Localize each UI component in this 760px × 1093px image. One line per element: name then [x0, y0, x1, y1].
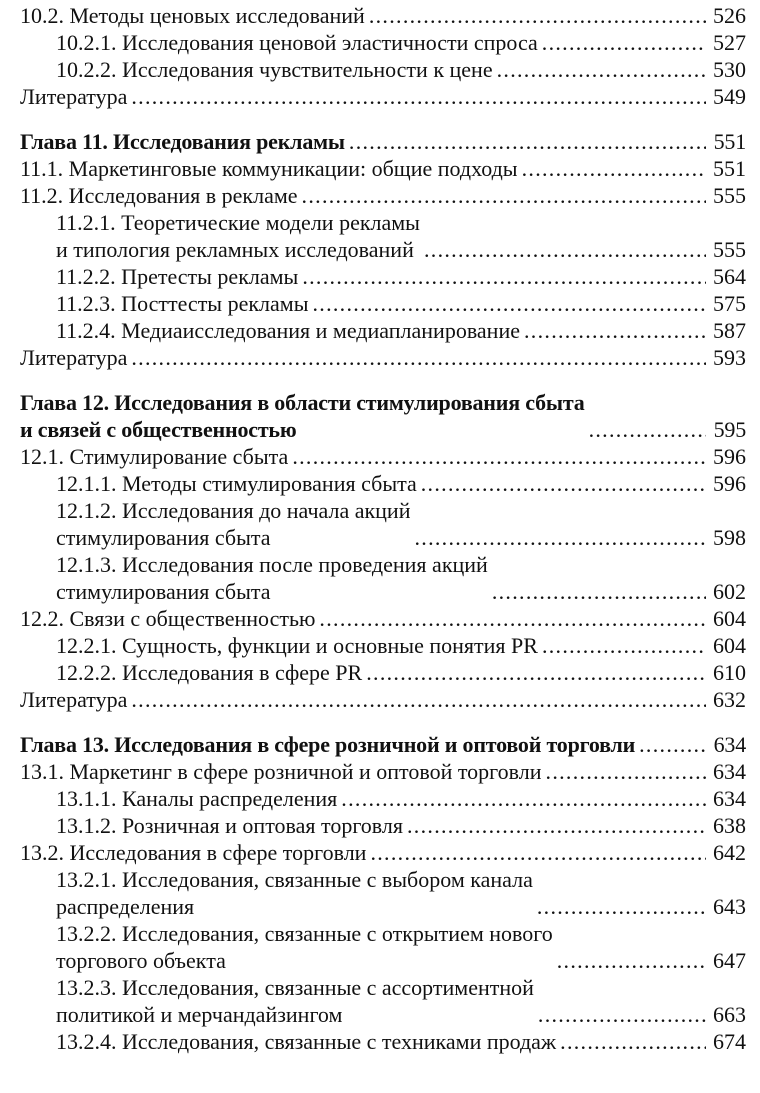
toc-entry-title-line: распределения: [56, 894, 195, 919]
toc-page-number: 526: [713, 3, 746, 28]
toc-dot-leader: [312, 290, 706, 317]
toc-entry-title: [56, 209, 420, 263]
toc-dot-leader: [542, 632, 706, 659]
toc-entry-title-line: 10.2.1. Исследования ценовой эластичности спроса: [56, 30, 538, 55]
toc-subsection-entry: [20, 551, 746, 605]
toc-subsection-entry: [20, 785, 746, 812]
toc-entry-title-line: 11.2. Исследования в рекламе: [20, 183, 298, 208]
toc-subsection-entry: [20, 470, 746, 497]
toc-dot-leader: [302, 182, 706, 209]
toc-dot-leader: [421, 470, 706, 497]
toc-entry-title: [56, 632, 538, 659]
toc-page-number: 596: [713, 471, 746, 496]
toc-page-number: 527: [713, 30, 746, 55]
toc-entry-title-line: 12.1.2. Исследования до начала акций: [56, 498, 411, 523]
toc-entry-title: [56, 56, 493, 83]
toc-dot-leader: [302, 263, 706, 290]
toc-subsection-entry: [20, 56, 746, 83]
toc-page-number: 647: [713, 948, 746, 973]
toc-dot-leader: [492, 578, 706, 605]
toc-dot-leader: [414, 524, 706, 551]
toc-page-number: 551: [713, 129, 746, 154]
toc-dot-leader: [546, 758, 706, 785]
toc-entry-title: [20, 128, 345, 155]
toc-subsection-entry: [20, 632, 746, 659]
toc-entry-title: [20, 182, 298, 209]
toc-section-entry: [20, 155, 746, 182]
toc-chapter-entry: [20, 128, 746, 155]
toc-page-number: 604: [713, 606, 746, 631]
toc-section-entry: [20, 605, 746, 632]
toc-entry-title-line: и типология рекламных исследований: [56, 237, 414, 262]
toc-subsection-entry: [20, 263, 746, 290]
toc-dot-leader: [407, 812, 706, 839]
toc-entry-title-line: торгового объекта: [56, 948, 226, 973]
toc-entry-title-line: Глава 11. Исследования рекламы: [20, 129, 345, 154]
toc-section-entry: [20, 2, 746, 29]
toc-page-number: 596: [713, 444, 746, 469]
toc-page-number: 564: [713, 264, 746, 289]
toc-entry-title-line: 13.2.3. Исследования, связанные с ассортиментной: [56, 975, 534, 1000]
toc-page-number: 587: [713, 318, 746, 343]
toc-entry-title: [20, 155, 518, 182]
toc-entry-title-line: 12.1.3. Исследования после проведения акций: [56, 552, 488, 577]
toc-dot-leader: [522, 155, 706, 182]
toc-page-number: 575: [713, 291, 746, 316]
toc-dot-leader: [131, 686, 706, 713]
toc-entry-title: [20, 443, 288, 470]
toc-dot-leader: [639, 731, 706, 758]
toc-dot-leader: [557, 947, 706, 974]
toc-page-number: 555: [713, 237, 746, 262]
toc-dot-leader: [424, 236, 706, 263]
toc-entry-title-line: Литература: [20, 687, 128, 712]
toc-entry-title: [56, 263, 298, 290]
toc-section-entry: [20, 686, 746, 713]
toc-entry-title-line: 11.2.3. Посттесты рекламы: [56, 291, 309, 316]
toc-page-number: 634: [713, 732, 746, 757]
toc-entry-title-line: 13.1.2. Розничная и оптовая торговля: [56, 813, 403, 838]
toc-dot-leader: [341, 785, 706, 812]
toc-chapter-entry: [20, 389, 746, 443]
toc-dot-leader: [524, 317, 706, 344]
toc-chapter-entry: [20, 731, 746, 758]
toc-entry-title: [56, 659, 362, 686]
toc-section-entry: [20, 443, 746, 470]
toc-page-number: 555: [713, 183, 746, 208]
toc-entry-title: [56, 812, 403, 839]
toc-dot-leader: [131, 83, 706, 110]
toc-entry-title: [56, 317, 520, 344]
toc-entry-title-line: Литература: [20, 84, 128, 109]
toc-entry-title-line: Глава 12. Исследования в области стимулирования сбыта: [20, 390, 585, 415]
toc-entry-title-line: и связей с общественностью: [20, 417, 297, 442]
toc-entry-title: [56, 866, 533, 920]
table-of-contents: [20, 2, 746, 1055]
toc-page-number: 549: [713, 84, 746, 109]
toc-page-number: 602: [713, 579, 746, 604]
toc-section-entry: [20, 758, 746, 785]
toc-entry-title: [56, 1028, 556, 1055]
toc-dot-leader: [292, 443, 706, 470]
toc-page-number: 551: [713, 156, 746, 181]
toc-page-number: 598: [713, 525, 746, 550]
toc-entry-title: [56, 29, 538, 56]
toc-dot-leader: [366, 659, 706, 686]
toc-page-number: 595: [713, 417, 746, 442]
toc-dot-leader: [538, 1001, 706, 1028]
toc-dot-leader: [131, 344, 706, 371]
toc-page-number: 604: [713, 633, 746, 658]
toc-entry-title-line: 12.2. Связи с общественностью: [20, 606, 316, 631]
toc-entry-title: [56, 785, 337, 812]
toc-dot-leader: [560, 1028, 706, 1055]
toc-subsection-entry: [20, 920, 746, 974]
toc-dot-leader: [537, 893, 706, 920]
toc-entry-title: [20, 2, 365, 29]
toc-entry-title-line: 12.2.2. Исследования в сфере PR: [56, 660, 363, 685]
toc-entry-title: [20, 344, 127, 371]
toc-page-number: 638: [713, 813, 746, 838]
toc-page-number: 663: [713, 1002, 746, 1027]
toc-entry-title: [20, 758, 542, 785]
toc-entry-title: [20, 839, 366, 866]
toc-page-number: 530: [713, 57, 746, 82]
toc-section-entry: [20, 83, 746, 110]
toc-entry-title-line: стимулирования сбыта: [56, 579, 271, 604]
toc-entry-title: [56, 290, 308, 317]
toc-entry-title: [56, 551, 488, 605]
toc-section-entry: [20, 344, 746, 371]
toc-section-entry: [20, 182, 746, 209]
toc-entry-title-line: 13.2. Исследования в сфере торговли: [20, 840, 367, 865]
toc-page-number: 674: [713, 1029, 746, 1054]
toc-entry-title-line: 11.2.2. Претесты рекламы: [56, 264, 299, 289]
toc-dot-leader: [319, 605, 706, 632]
toc-entry-title: [20, 731, 635, 758]
toc-subsection-entry: [20, 866, 746, 920]
toc-entry-title: [56, 497, 410, 551]
toc-dot-leader: [349, 128, 706, 155]
toc-entry-title: [56, 470, 417, 497]
toc-entry-title-line: Глава 13. Исследования в сфере розничной и оптовой торговли: [20, 732, 636, 757]
toc-entry-title: [56, 974, 534, 1028]
toc-page-number: 593: [713, 345, 746, 370]
toc-entry-title: [20, 605, 315, 632]
toc-dot-leader: [589, 416, 706, 443]
toc-entry-title: [20, 83, 127, 110]
toc-entry-title: [56, 920, 553, 974]
toc-entry-title-line: 12.2.1. Сущность, функции и основные понятия PR: [56, 633, 538, 658]
toc-entry-title-line: 11.2.4. Медиаисследования и медиапланирование: [56, 318, 520, 343]
toc-entry-title-line: политикой и мерчандайзингом: [56, 1002, 343, 1027]
toc-page-number: 610: [713, 660, 746, 685]
toc-entry-title: [20, 389, 585, 443]
toc-page-number: 634: [713, 759, 746, 784]
toc-entry-title-line: 13.2.1. Исследования, связанные с выбором канала: [56, 867, 533, 892]
toc-entry-title-line: Литература: [20, 345, 128, 370]
toc-entry-title-line: 11.2.1. Теоретические модели рекламы: [56, 210, 420, 235]
toc-dot-leader: [497, 56, 706, 83]
toc-subsection-entry: [20, 29, 746, 56]
toc-entry-title: [20, 686, 127, 713]
toc-entry-title-line: стимулирования сбыта: [56, 525, 271, 550]
toc-entry-title-line: 13.1. Маркетинг в сфере розничной и оптовой торговли: [20, 759, 542, 784]
toc-dot-leader: [542, 29, 706, 56]
toc-subsection-entry: [20, 1028, 746, 1055]
toc-entry-title-line: 13.2.2. Исследования, связанные с открытием нового: [56, 921, 553, 946]
toc-entry-title-line: 13.2.4. Исследования, связанные с техниками продаж: [56, 1029, 557, 1054]
toc-subsection-entry: [20, 659, 746, 686]
toc-subsection-entry: [20, 290, 746, 317]
toc-entry-title-line: 13.1.1. Каналы распределения: [56, 786, 338, 811]
toc-section-entry: [20, 839, 746, 866]
toc-entry-title-line: 12.1.1. Методы стимулирования сбыта: [56, 471, 417, 496]
toc-subsection-entry: [20, 812, 746, 839]
toc-dot-leader: [369, 2, 706, 29]
toc-dot-leader: [370, 839, 706, 866]
toc-entry-title-line: 12.1. Стимулирование сбыта: [20, 444, 289, 469]
toc-entry-title-line: 10.2. Методы ценовых исследований: [20, 3, 365, 28]
toc-page-number: 643: [713, 894, 746, 919]
toc-entry-title-line: 10.2.2. Исследования чувствительности к цене: [56, 57, 493, 82]
toc-subsection-entry: [20, 497, 746, 551]
toc-page-number: 634: [713, 786, 746, 811]
toc-subsection-entry: [20, 974, 746, 1028]
toc-subsection-entry: [20, 209, 746, 263]
toc-page-number: 642: [713, 840, 746, 865]
toc-page-number: 632: [713, 687, 746, 712]
toc-subsection-entry: [20, 317, 746, 344]
toc-entry-title-line: 11.1. Маркетинговые коммуникации: общие подходы: [20, 156, 518, 181]
